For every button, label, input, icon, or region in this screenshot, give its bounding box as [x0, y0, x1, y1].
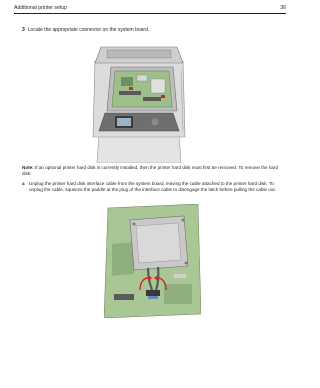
note-label: Note: [22, 165, 34, 170]
step-3 [22, 27, 149, 33]
header-rule [14, 13, 286, 14]
page-number: 36 [280, 5, 286, 11]
step-number: 3 [22, 27, 25, 33]
substep-a [22, 181, 284, 194]
substep-letter: a [22, 181, 25, 186]
header-title: Additional printer setup [14, 5, 68, 11]
printer-system-board-illustration [85, 41, 193, 163]
note-paragraph [22, 165, 284, 178]
connector-marker [161, 95, 165, 98]
connector-marker [129, 87, 133, 90]
substep-text: Unplug the printer hard disk interface cable from the system board, leaving the cable attached to the printer hard disk. To unplug the cable, squeeze the paddle at the plug of the interface cable to disengage the latch before pulling the cable out. [29, 181, 276, 193]
hard-disk-cable-illustration [104, 204, 201, 318]
step-text: Locate the appropriate connector on the system board. [27, 27, 150, 33]
cable-plug [146, 290, 160, 296]
note-text: If an optional printer hard disk is currently installed, then the printer hard disk must first be removed. To remove the hard disk: [22, 165, 279, 177]
